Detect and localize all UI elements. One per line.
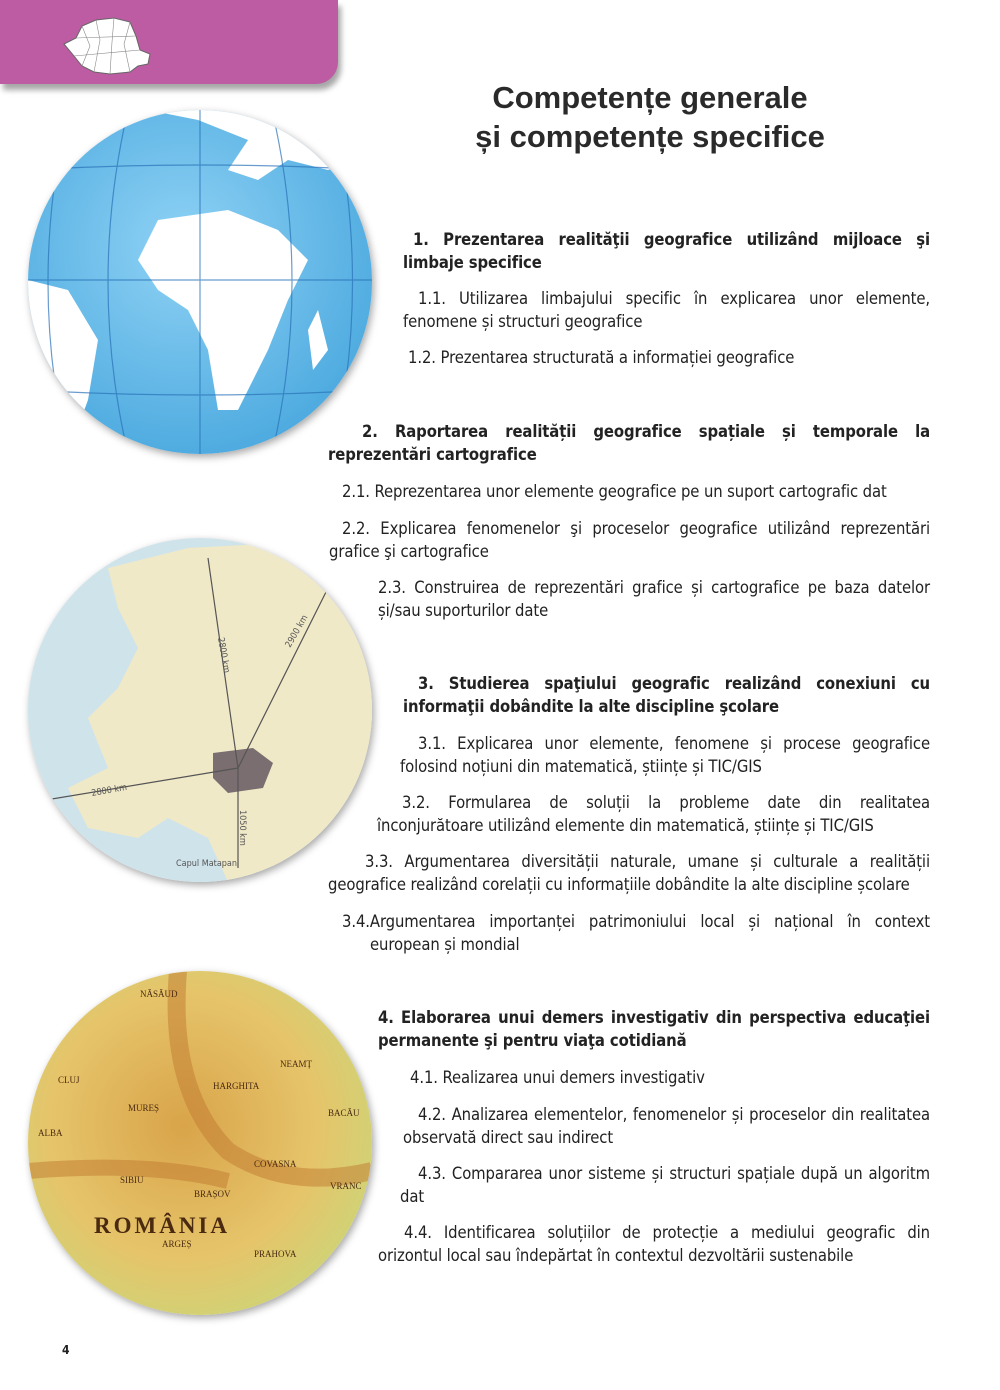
distance-label: 2800 km — [215, 636, 232, 674]
svg-text:NĂSĂUD: NĂSĂUD — [140, 989, 178, 999]
svg-text:ARGEȘ: ARGEȘ — [162, 1239, 192, 1249]
svg-text:HARGHITA: HARGHITA — [213, 1081, 260, 1091]
svg-text:PRAHOVA: PRAHOVA — [254, 1249, 297, 1259]
romania-relief-map-image — [28, 971, 372, 1315]
svg-text:BRAȘOV: BRAȘOV — [194, 1189, 231, 1199]
competence-1-2: 1.2. Prezentarea structurată a informației geografice — [408, 348, 795, 367]
svg-text:SIBIU: SIBIU — [120, 1175, 144, 1185]
competence-2-2: 2.2. Explicarea fenomenelor şi proceselor geografice utilizând reprezentări grafice şi cartografice — [329, 519, 930, 561]
competence-3-1: 3.1. Explicarea unor elemente, fenomene și procese geografice folosind noțiuni din matematică, științe și TIC/GIS — [400, 734, 930, 776]
svg-text:CLUJ: CLUJ — [58, 1075, 80, 1085]
section-heading-2: 2. Raportarea realității geografice spațiale și temporale la reprezentări cartografice — [328, 422, 930, 464]
svg-text:MUREȘ: MUREȘ — [128, 1103, 160, 1113]
competence-2-1: 2.1. Reprezentarea unor elemente geografice pe un suport cartografic dat — [342, 482, 887, 501]
page-title: Competențe generale și competențe specifice — [475, 80, 825, 154]
distance-label: 2800 km — [90, 782, 128, 799]
distance-label: 2900 km — [283, 613, 311, 650]
distance-label: 1050 km — [237, 810, 247, 846]
svg-text:BACĂU: BACĂU — [328, 1108, 360, 1118]
competence-4-1: 4.1. Realizarea unui demers investigativ — [410, 1068, 705, 1087]
competence-2-3: 2.3. Construirea de reprezentări grafice și cartografice pe baza datelor și/sau suporturilor date — [378, 578, 930, 620]
world-globe-image — [28, 110, 372, 454]
svg-text:ROMÂNIA: ROMÂNIA — [94, 1213, 230, 1238]
svg-text:COVASNA: COVASNA — [254, 1159, 297, 1169]
section-heading-3: 3. Studierea spaţiului geografic realizând conexiuni cu informaţii dobândite la alte discipline şcolare — [403, 674, 930, 716]
section-heading-4: 4. Elaborarea unui demers investigativ din perspectiva educaţiei permanente şi pentru viaţa cotidiană — [378, 1008, 930, 1050]
svg-text:NEAMȚ: NEAMȚ — [280, 1059, 312, 1069]
competence-3-3: 3.3. Argumentarea diversității naturale, umane și culturale a realității geografice realizând corelații cu informațiile dobândite la alte discipline școlare — [328, 852, 930, 894]
competence-3-4: 3.4.Argumentarea importanței patrimoniului local și național în context european și mondial — [342, 912, 930, 954]
europe-map-image — [28, 538, 372, 882]
svg-text:ALBA: ALBA — [38, 1128, 63, 1138]
romania-map-icon — [60, 16, 152, 78]
place-label: Capul Matapan — [176, 859, 238, 869]
header-banner — [0, 0, 338, 84]
competence-4-4: 4.4. Identificarea soluțiilor de protecție a mediului geografic din orizontul local sau îndepărtat în contextul dezvoltării sustenabile — [378, 1223, 930, 1265]
page-number: 4 — [62, 1343, 70, 1357]
competence-3-2: 3.2. Formularea de soluții la probleme date din realitatea înconjurătoare utilizând elemente din matematică, științe și TIC/GIS — [377, 793, 930, 835]
svg-text:VRANC: VRANC — [330, 1181, 362, 1191]
section-heading-1: 1. Prezentarea realităţii geografice utilizând mijloace şi limbaje specifice — [403, 230, 930, 272]
competence-4-2: 4.2. Analizarea elementelor, fenomenelor și proceselor din realitatea observată direct sau indirect — [403, 1105, 930, 1147]
competence-1-1: 1.1. Utilizarea limbajului specific în explicarea unor elemente, fenomene și structuri geografice — [403, 289, 930, 331]
competence-4-3: 4.3. Compararea unor sisteme și structuri spațiale după un algoritm dat — [400, 1164, 930, 1206]
